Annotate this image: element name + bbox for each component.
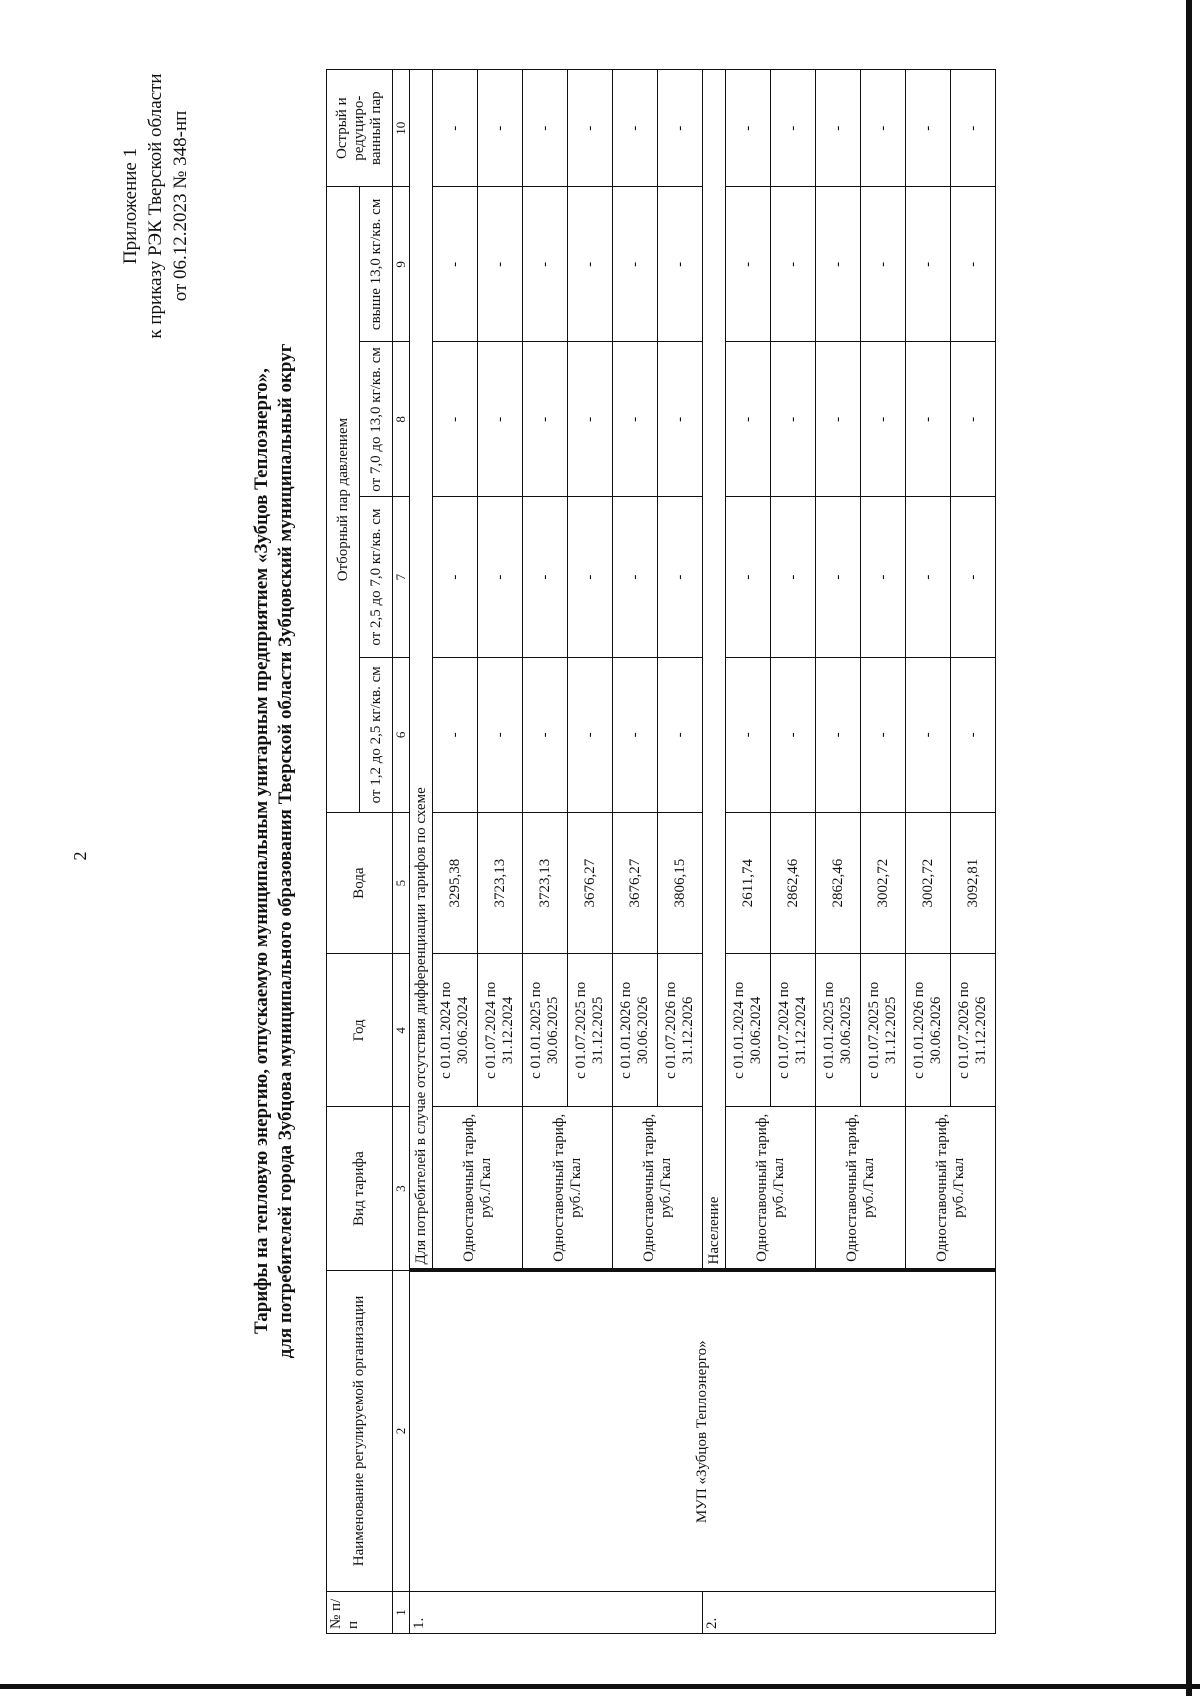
sharp-steam-value: - bbox=[658, 70, 703, 187]
col-num-7: 7 bbox=[393, 497, 410, 657]
steam-1-value: - bbox=[523, 657, 568, 812]
water-value: 3295,38 bbox=[433, 812, 478, 954]
steam-2-value: - bbox=[771, 497, 816, 657]
tariff-type-cell: Одноставочный тариф, руб./Гкал bbox=[726, 1107, 816, 1271]
steam-4-value: - bbox=[433, 187, 478, 342]
steam-4-value: - bbox=[771, 187, 816, 342]
steam-3-value: - bbox=[433, 342, 478, 497]
steam-2-value: - bbox=[613, 497, 658, 657]
tariff-table bbox=[326, 69, 996, 1634]
column-number-row bbox=[393, 70, 410, 1634]
steam-3-value: - bbox=[658, 342, 703, 497]
period-cell: с 01.07.2024 по 31.12.2024 bbox=[771, 954, 816, 1107]
steam-3-value: - bbox=[568, 342, 613, 497]
steam-1-value: - bbox=[861, 657, 906, 812]
col-num-8: 8 bbox=[393, 342, 410, 497]
header-steam-3: от 7,0 до 13,0 кг/кв. см bbox=[360, 342, 393, 497]
steam-3-value: - bbox=[613, 342, 658, 497]
period-cell: с 01.07.2026 по 31.12.2026 bbox=[951, 954, 996, 1107]
period-cell: с 01.01.2024 по 30.06.2024 bbox=[726, 954, 771, 1107]
water-value: 2611,74 bbox=[726, 812, 771, 954]
col-num-4: 4 bbox=[393, 954, 410, 1107]
steam-3-value: - bbox=[816, 342, 861, 497]
steam-2-value: - bbox=[568, 497, 613, 657]
header-water: Вода bbox=[327, 812, 393, 954]
sharp-steam-value: - bbox=[568, 70, 613, 187]
steam-1-value: - bbox=[771, 657, 816, 812]
header-steam-group: Отборный пар давлением bbox=[327, 187, 360, 812]
sharp-steam-value: - bbox=[478, 70, 523, 187]
steam-1-value: - bbox=[658, 657, 703, 812]
water-value: 2862,46 bbox=[771, 812, 816, 954]
period-cell: с 01.01.2026 по 30.06.2026 bbox=[906, 954, 951, 1107]
water-value: 3723,13 bbox=[478, 812, 523, 954]
steam-1-value: - bbox=[906, 657, 951, 812]
steam-1-value: - bbox=[433, 657, 478, 812]
col-num-6: 6 bbox=[393, 657, 410, 812]
col-num-3: 3 bbox=[393, 1107, 410, 1271]
header-steam-2: от 2,5 до 7,0 кг/кв. см bbox=[360, 497, 393, 657]
steam-4-value: - bbox=[726, 187, 771, 342]
water-value: 3002,72 bbox=[861, 812, 906, 954]
steam-1-value: - bbox=[613, 657, 658, 812]
sharp-steam-value: - bbox=[861, 70, 906, 187]
water-value: 3806,15 bbox=[658, 812, 703, 954]
header-num: № п/п bbox=[327, 1591, 393, 1633]
document-title bbox=[250, 66, 298, 1636]
steam-4-value: - bbox=[478, 187, 523, 342]
sharp-steam-value: - bbox=[951, 70, 996, 187]
steam-3-value: - bbox=[951, 342, 996, 497]
steam-2-value: - bbox=[951, 497, 996, 657]
sharp-steam-value: - bbox=[726, 70, 771, 187]
steam-2-value: - bbox=[726, 497, 771, 657]
steam-3-value: - bbox=[861, 342, 906, 497]
section-1-num: 1. bbox=[410, 1591, 703, 1633]
header-steam-4: свыше 13,0 кг/кв. см bbox=[360, 187, 393, 342]
steam-1-value: - bbox=[726, 657, 771, 812]
steam-1-value: - bbox=[568, 657, 613, 812]
header-tariff-type: Вид тарифа bbox=[327, 1107, 393, 1271]
approval-line-2: к приказу РЭК Тверской области bbox=[145, 73, 166, 339]
period-cell: с 01.01.2025 по 30.06.2025 bbox=[523, 954, 568, 1107]
col-num-5: 5 bbox=[393, 812, 410, 954]
period-cell: с 01.07.2025 по 31.12.2025 bbox=[568, 954, 613, 1107]
sharp-steam-value: - bbox=[906, 70, 951, 187]
steam-3-value: - bbox=[771, 342, 816, 497]
title-line-2: для потребителей города Зубцова муниципального образования Тверской области Зубцовский муниципальный округ bbox=[275, 343, 296, 1359]
water-value: 3676,27 bbox=[568, 812, 613, 954]
header-row-1 bbox=[327, 70, 360, 1634]
water-value: 2862,46 bbox=[816, 812, 861, 954]
tariff-type-cell: Одноставочный тариф, руб./Гкал bbox=[613, 1107, 703, 1271]
header-sharp-steam: Острый и редуциро-ванный пар bbox=[327, 70, 393, 187]
steam-4-value: - bbox=[861, 187, 906, 342]
steam-2-value: - bbox=[816, 497, 861, 657]
steam-2-value: - bbox=[906, 497, 951, 657]
steam-4-value: - bbox=[658, 187, 703, 342]
steam-3-value: - bbox=[478, 342, 523, 497]
section-2-title: Население bbox=[703, 70, 726, 1271]
section-2-num: 2. bbox=[703, 1591, 996, 1633]
water-value: 3723,13 bbox=[523, 812, 568, 954]
approval-line-3: от 06.12.2023 № 348-нп bbox=[170, 110, 191, 302]
steam-2-value: - bbox=[861, 497, 906, 657]
steam-2-value: - bbox=[478, 497, 523, 657]
organization-name: МУП «Зубцов Теплоэнерго» bbox=[410, 1270, 996, 1591]
steam-4-value: - bbox=[568, 187, 613, 342]
steam-3-value: - bbox=[523, 342, 568, 497]
col-num-10: 10 bbox=[393, 70, 410, 187]
water-value: 3676,27 bbox=[613, 812, 658, 954]
sharp-steam-value: - bbox=[433, 70, 478, 187]
steam-1-value: - bbox=[816, 657, 861, 812]
period-cell: с 01.07.2024 по 31.12.2024 bbox=[478, 954, 523, 1107]
steam-1-value: - bbox=[478, 657, 523, 812]
sharp-steam-value: - bbox=[613, 70, 658, 187]
col-num-1: 1 bbox=[393, 1591, 410, 1633]
steam-2-value: - bbox=[433, 497, 478, 657]
tariff-type-cell: Одноставочный тариф, руб./Гкал bbox=[433, 1107, 523, 1271]
period-cell: с 01.01.2024 по 30.06.2024 bbox=[433, 954, 478, 1107]
col-num-2: 2 bbox=[393, 1270, 410, 1591]
section-1-title: Для потребителей в случае отсутствия дифференциации тарифов по схеме bbox=[410, 70, 433, 1271]
water-value: 3092,81 bbox=[951, 812, 996, 954]
approval-block bbox=[118, 16, 193, 396]
header-year: Год bbox=[327, 954, 393, 1107]
sharp-steam-value: - bbox=[771, 70, 816, 187]
tariff-type-cell: Одноставочный тариф, руб./Гкал bbox=[816, 1107, 906, 1271]
period-cell: с 01.07.2026 по 31.12.2026 bbox=[658, 954, 703, 1107]
approval-line-1: Приложение 1 bbox=[120, 147, 141, 265]
page-number: 2 bbox=[70, 851, 90, 861]
tariff-type-cell: Одноставочный тариф, руб./Гкал bbox=[523, 1107, 613, 1271]
sharp-steam-value: - bbox=[523, 70, 568, 187]
steam-2-value: - bbox=[658, 497, 703, 657]
period-cell: с 01.07.2025 по 31.12.2025 bbox=[861, 954, 906, 1107]
water-value: 3002,72 bbox=[906, 812, 951, 954]
period-cell: с 01.01.2025 по 30.06.2025 bbox=[816, 954, 861, 1107]
header-org: Наименование регулируемой организации bbox=[327, 1270, 393, 1591]
steam-2-value: - bbox=[523, 497, 568, 657]
period-cell: с 01.01.2026 по 30.06.2026 bbox=[613, 954, 658, 1107]
title-line-1: Тарифы на тепловую энергию, отпускаемую муниципальным унитарным предприятием «Зубцов Теплоэнерго», bbox=[251, 368, 272, 1334]
header-steam-1: от 1,2 до 2,5 кг/кв. см bbox=[360, 657, 393, 812]
sharp-steam-value: - bbox=[816, 70, 861, 187]
steam-4-value: - bbox=[523, 187, 568, 342]
steam-4-value: - bbox=[613, 187, 658, 342]
steam-4-value: - bbox=[816, 187, 861, 342]
steam-1-value: - bbox=[951, 657, 996, 812]
steam-3-value: - bbox=[726, 342, 771, 497]
tariff-type-cell: Одноставочный тариф, руб./Гкал bbox=[906, 1107, 996, 1271]
section-1-header-row bbox=[410, 70, 433, 1634]
steam-4-value: - bbox=[951, 187, 996, 342]
steam-3-value: - bbox=[906, 342, 951, 497]
steam-4-value: - bbox=[906, 187, 951, 342]
col-num-9: 9 bbox=[393, 187, 410, 342]
